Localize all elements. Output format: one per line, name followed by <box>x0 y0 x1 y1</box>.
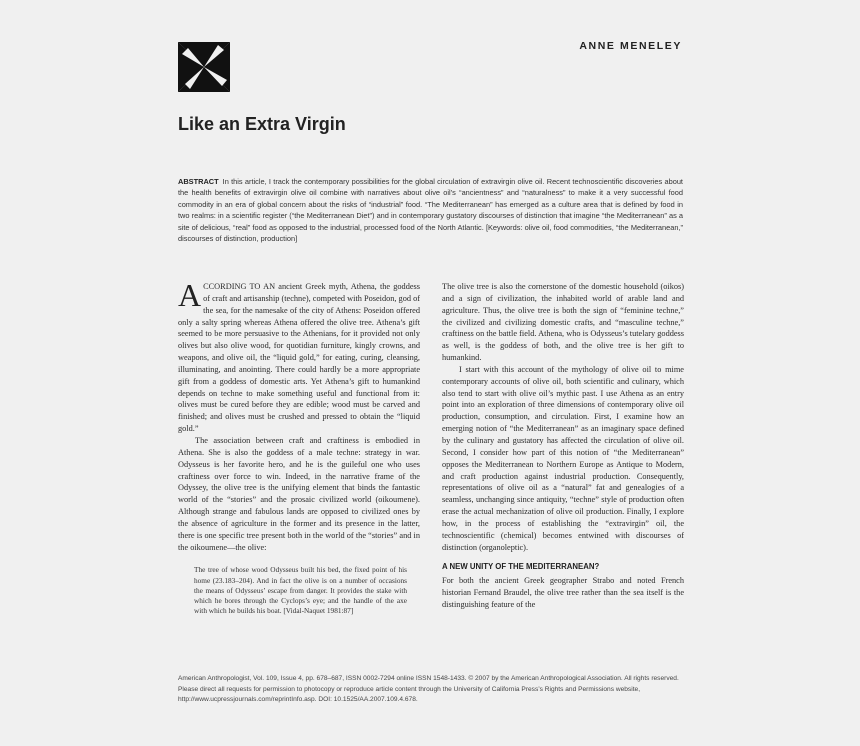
article-title: Like an Extra Virgin <box>178 114 346 134</box>
section-heading: A NEW UNITY OF THE MEDITERRANEAN? <box>442 562 600 572</box>
block-quote: The tree of whose wood Odysseus built his bed, the fixed point of his home (23.183–204). And in fact the olive is on a number of occasions the means of Odysseus’ escape from danger. It provides the stake with which he bores through the Cyclops’s eye; and the handle of the axe with which he builds his boat. [Vidal-Naquet 1981:87] <box>194 565 407 615</box>
citation-footer: American Anthropologist, Vol. 109, Issue 4, pp. 678–687, ISSN 0002-7294 online ISSN 1548-1433. © 2007 by the American Anthropological Association. All rights reserved. Please direct all requests for permission to photocopy or reproduce article content through the University of California Press’s Rights and Permissions website, http://www.ucpressjournals.com/reprintInfo.asp. DOI: 10.1525/AA.2007.109.4.678. <box>178 675 679 704</box>
author-name: ANNE MENELEY <box>579 40 682 52</box>
paragraph: The olive tree is also the cornerstone of the domestic household (oikos) and a sign of civilization, the inhabited world of arable land and agriculture. Thus, the olive tree is both the sign of “feminine techne,” the civilized and civilizing domestic crafts, and “masculine techne,” craftiness on the battle field. Athena, who is Odysseus’s tutelary goddess as well, is the goddess of both, and the olive tree is her gift to humankind. <box>442 282 684 363</box>
paragraph: For both the ancient Greek geographer Strabo and noted French historian Fernand Braudel, the olive tree rather than the sea itself is the distinguishing feature of the <box>442 576 684 609</box>
abstract-label: ABSTRACT <box>178 177 219 186</box>
paragraph: The association between craft and craftiness is embodied in Athena. She is also the goddess of a male techne: strategy in war. Odysseus is her favorite hero, and he is the guileful one who uses craftiness over force to win. Indeed, in the narrative frame of the Odyssey, the olive tree is the unifying element that binds the fantastic world of the “stories” and the prosaic civilized world (oikoumene). Although strange and fabulous lands are opposed to civilized ones by the absence of agriculture in the former and its presence in the latter, there is one specific tree present both in the world of the “stories” and in the oikoumene—the olive: <box>178 435 420 552</box>
pinwheel-logo-icon <box>178 42 230 92</box>
column-right <box>442 281 684 611</box>
drop-cap: A <box>178 277 202 313</box>
paragraph-text: CCORDING TO AN ancient Greek myth, Athena, the goddess of craft and artisanship (techne), competed with Poseidon, god of the sea, for the namesake of the city of Athens: Poseidon offered only a salty spring whereas Athena offered the olive tree. Athena’s gift seemed to be more persuasive to the Athenians, for it provided not only olives but also olive wood, for quotidian furniture, kingly crowns, and weapons, and olive oil, the “liquid gold,” for eating, curing, cleansing, illuminating, and anointing. There could hardly be a more appropriate gift from a goddess of domestic arts. Yet Athena’s gift to humankind depends on techne to make something useful and functional from it: olives must be cured before they are edible; wood must be carved and finished; and olives must be crushed and pressed to obtain the “liquid gold.” <box>178 282 420 434</box>
column-left <box>178 277 420 616</box>
paragraph <box>178 277 420 435</box>
paragraph: I start with this account of the mythology of olive oil to mime contemporary accounts of olive oil, both scientific and culinary, which also tend to start with olive oil’s mythic past. I use Athena as an entry point into an exploration of three dimensions of contemporary olive oil production, consumption, and circulation. First, I examine how an emerging notion of “the Mediterranean” as an imaginary space defined by the culinary and gustatory has affected the circulation of olive oil. Second, I consider how part of this notion of “the Mediterranean” opposes the Mediterranean to Northern Europe as Antique to Modern, and craft production against industrial production. Consequently, representations of olive oil as a “natural” fat and genealogies of a seamless, unchanging since antiquity, “techne” style of production often erase the actual mechanization of olive oil production. Finally, I explore how, in the process of establishing the “extravirgin” oil, the technoscientific (chemical) becomes entwined with discourses of distinction (organoleptic). <box>442 364 684 552</box>
abstract <box>178 176 683 244</box>
abstract-text: In this article, I track the contemporary possibilities for the global circulation of extravirgin olive oil. Recent technoscientific discoveries about the health benefits of extravirgin olive oil combine with narratives about olive oil’s “ancientness” and “naturalness” to make it a very successful food commodity in an era of global concern about the risks of “industrial” food. “The Mediterranean” has emerged as a culture area that is defined by food in two realms: in a scientific register (“the Mediterranean Diet”) and in contemporary gustatory discourses of distinction that imagine “the Mediterranean” as a site of delicious, “real” food as opposed to the industrial, processed food of the North Atlantic. [Keywords: olive oil, food commodities, “the Mediterranean,” discourses of distinction, production] <box>178 177 683 244</box>
